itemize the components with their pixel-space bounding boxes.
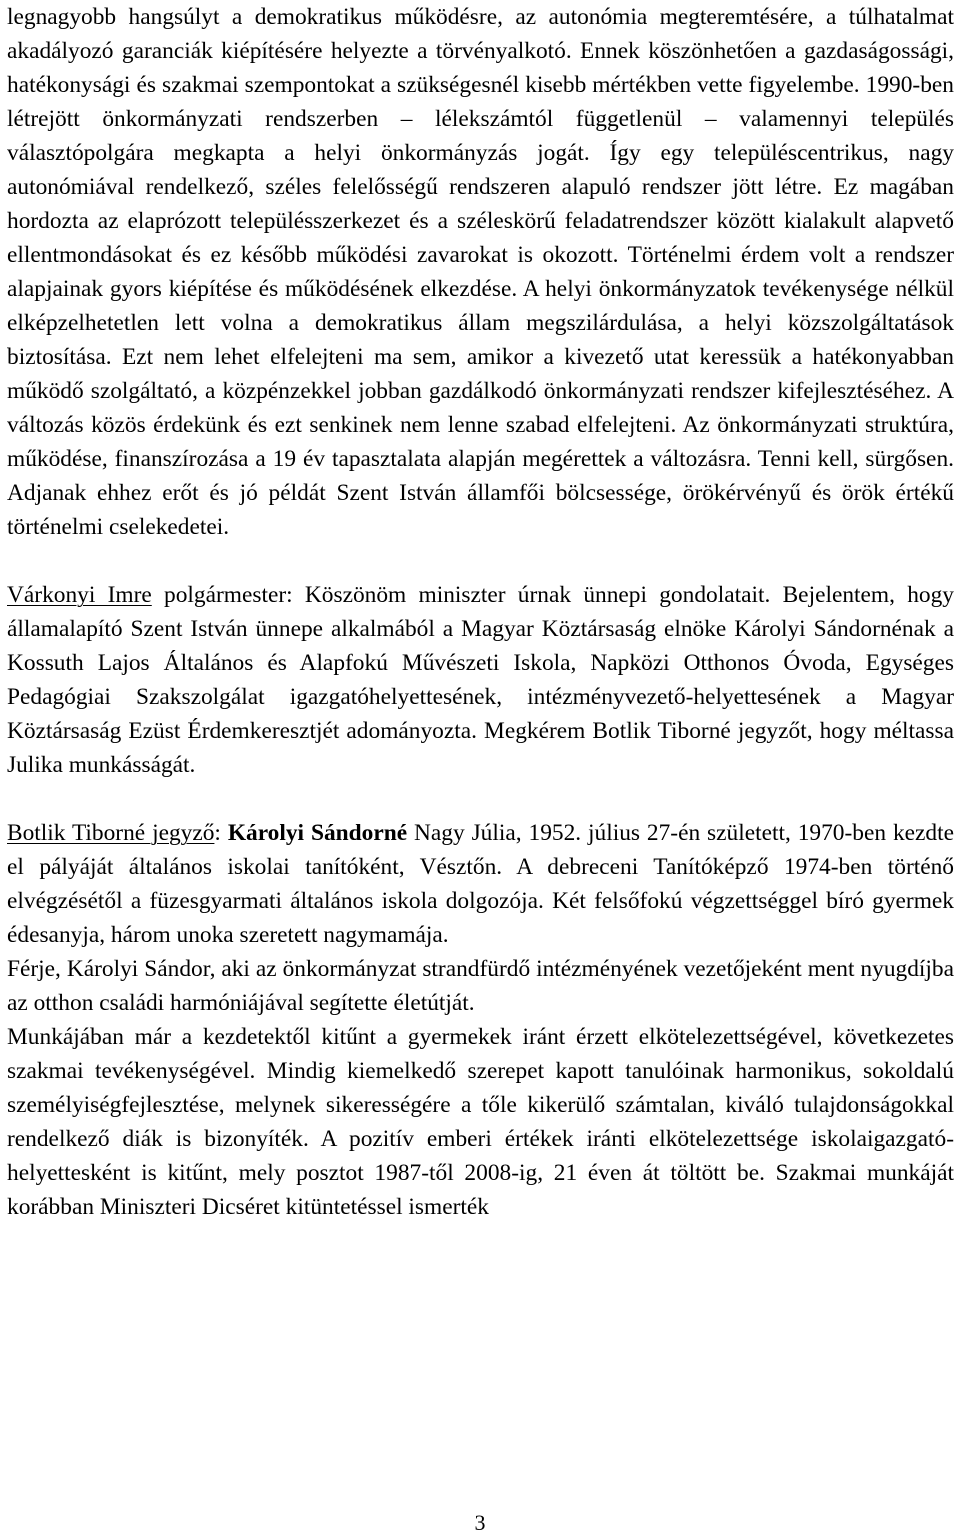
page-number: 3 xyxy=(474,1510,486,1535)
paragraph-notary-tribute xyxy=(7,816,954,952)
paragraph-mayor-announcement xyxy=(7,578,954,782)
speaker-name: Várkonyi Imre xyxy=(7,582,152,608)
speaker-role: : xyxy=(214,820,228,846)
paragraph-career: Munkájában már a kezdetektől kitűnt a gyermekek iránt érzett elkötelezettségével, következetes szakmai tevékenységével. Mindig kiemelkedő szerepet kapott tanulóinak harmonikus, sokoldalú személyiségfejlesztése, melynek sikerességére a tőle kikerülő számtalan, kiváló tulajdonságokkal rendelkező diák is bizonyíték. A pozitív emberi értékek iránti elkötelezettsége iskolaigazgató-helyettesként is kitűnt, mely posztot 1987-től 2008-ig, 21 éven át töltött be. Szakmai munkáját korábban Miniszteri Dicséret kitüntetéssel ismerték xyxy=(7,1024,954,1220)
speaker-role: polgármester: xyxy=(151,582,305,608)
announcement-text: Köszönöm miniszter úrnak ünnepi gondolatait. Bejelentem, hogy államalapító Szent István ünnepe alkalmából a Magyar Köztársaság elnöke Károlyi Sándornénak a Kossuth Lajos Általános és Alapfokú Művészeti Iskola, Napközi Otthonos Óvoda, Egységes Pedagógiai Szakszolgálat igazgatóhelyettesének, intézményvezető-helyettesének a Magyar Köztársaság Ezüst Érdemkeresztjét adományozta. Megkérem Botlik Tiborné jegyzőt, hogy méltassa Julika munkásságát. xyxy=(7,582,954,778)
tribute-text: Nagy Júlia, 1952. július 27-én született, 1970-ben kezdte el pályáját általános iskolai tanítóként, Vésztőn. A debreceni Tanítóképző 1974-ben történő elvégzésétől a füzesgyarmati általános iskola dolgozója. Két felsőfokú végzettséggel bíró gyermek édesanyja, három unoka szeretett nagymamája. xyxy=(7,820,954,948)
paragraph-husband: Férje, Károlyi Sándor, aki az önkormányzat strandfürdő intézményének vezetőjeként ment nyugdíjba az otthon családi harmóniájával segítette életútját. xyxy=(7,956,954,1016)
honoree-name: Károlyi Sándorné xyxy=(227,820,408,846)
document-page xyxy=(7,0,954,1224)
speaker-name: Botlik Tiborné jegyző xyxy=(7,820,215,846)
paragraph-reform: legnagyobb hangsúlyt a demokratikus működésre, az autonómia megteremtésére, a túlhatalmat akadályozó garanciák kiépítésére helyezte a törvényalkotó. Ennek köszönhetően a gazdaságossági, hatékonysági és szakmai szempontokat a szükségesnél kisebb mértékben vette figyelembe. 1990-ben létrejött önkormányzati rendszerben – lélekszámtól függetlenül – valamennyi település választópolgára megkapta a helyi önkormányzás jogát. Így egy településcentrikus, nagy autonómiával rendelkező, széles felelősségű rendszeren alapuló rendszer jött létre. Ez magában hordozta az elaprózott településszerkezet és a széleskörű feladatrendszer között kialakult alapvető ellentmondásokat és ez később működési zavarokat is okozott. Történelmi érdem volt a rendszer alapjainak gyors kiépítése és működésének elkezdése. A helyi önkormányzatok tevékenysége nélkül elképzelhetetlen lett volna a demokratikus állam megszilárdulása, a helyi közszolgáltatások biztosítása. Ezt nem lehet elfelejteni ma sem, amikor a kivezető utat keressük a hatékonyabban működő szolgáltató, a közpénzekkel jobban gazdálkodó önkormányzati rendszer kifejlesztéséhez. A változás közös érdekünk és ezt senkinek nem lenne szabad elfelejteni. Az önkormányzati struktúra, működése, finanszírozása a 19 év tapasztalata alapján megérettek a változásra. Tenni kell, sürgősen. Adjanak ehhez erőt és jó példát Szent István államfői bölcsessége, örökérvényű és örök értékű történelmi cselekedetei. xyxy=(7,4,954,540)
